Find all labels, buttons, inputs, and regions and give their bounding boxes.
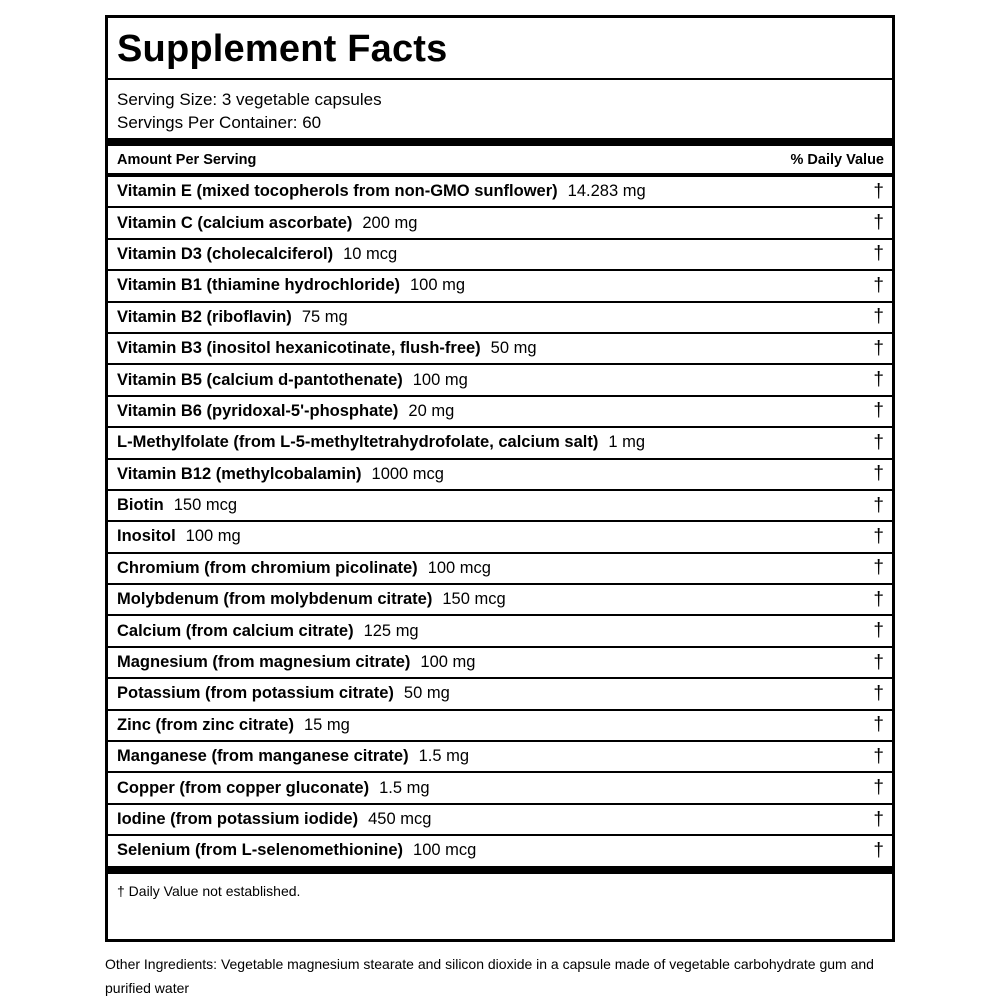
nutrient-amount: 100 mcg	[427, 558, 491, 577]
daily-value-dagger: †	[873, 777, 884, 799]
nutrient-amount: 100 mg	[185, 527, 241, 546]
nutrient-amount: 100 mg	[412, 370, 468, 389]
nutrient-name: Vitamin E (mixed tocopherols from non-GMO sunflower)	[117, 182, 558, 201]
nutrient-label	[117, 684, 450, 703]
nutrient-label	[117, 496, 237, 515]
nutrient-row	[108, 616, 892, 647]
nutrient-row	[108, 742, 892, 773]
nutrient-label	[117, 622, 419, 641]
nutrient-row	[108, 428, 892, 459]
nutrient-amount: 1.5 mg	[418, 747, 470, 766]
daily-value-dagger: †	[873, 651, 884, 673]
daily-value-dagger: †	[873, 180, 884, 202]
nutrient-name: L-Methylfolate (from L-5-methyltetrahydrofolate, calcium salt)	[117, 433, 599, 452]
nutrient-row	[108, 679, 892, 710]
column-header	[108, 146, 892, 173]
daily-value-dagger: †	[873, 463, 884, 485]
nutrient-amount: 100 mg	[410, 276, 466, 295]
daily-value-dagger: †	[873, 588, 884, 610]
nutrient-label	[117, 527, 241, 546]
daily-value-dagger: †	[873, 243, 884, 265]
daily-value-dagger: †	[873, 714, 884, 736]
nutrient-amount: 50 mg	[403, 684, 450, 703]
nutrient-name: Vitamin B2 (riboflavin)	[117, 307, 292, 326]
nutrient-row	[108, 334, 892, 365]
nutrient-row	[108, 208, 892, 239]
nutrient-amount: 75 mg	[301, 307, 348, 326]
nutrient-amount: 1000 mcg	[371, 464, 444, 483]
nutrient-name: Iodine (from potassium iodide)	[117, 810, 359, 828]
nutrient-row	[108, 491, 892, 522]
nutrient-amount: 100 mg	[420, 653, 476, 672]
nutrient-name: Calcium (from calcium citrate)	[117, 621, 354, 640]
nutrient-name: Manganese (from manganese citrate)	[117, 747, 409, 766]
nutrient-name: Molybdenum (from molybdenum citrate)	[117, 590, 433, 609]
panel-title: Supplement Facts	[117, 28, 448, 70]
thick-divider	[108, 138, 892, 146]
nutrient-amount: 450 mcg	[368, 810, 432, 828]
nutrient-label	[117, 276, 465, 295]
nutrient-name: Vitamin B12 (methylcobalamin)	[117, 464, 362, 483]
nutrient-row	[108, 240, 892, 271]
daily-value-dagger: †	[873, 839, 884, 861]
nutrient-row	[108, 522, 892, 553]
nutrient-row	[108, 773, 892, 804]
nutrient-row	[108, 648, 892, 679]
nutrient-row	[108, 585, 892, 616]
nutrient-label	[117, 841, 476, 860]
nutrient-label	[117, 559, 491, 578]
nutrient-amount: 125 mg	[363, 621, 419, 640]
nutrient-name: Vitamin B3 (inositol hexanicotinate, flush-free)	[117, 339, 481, 358]
daily-value-dagger: †	[873, 306, 884, 328]
daily-value-dagger: †	[873, 808, 884, 830]
nutrient-name: Magnesium (from magnesium citrate)	[117, 653, 411, 672]
nutrient-row	[108, 554, 892, 585]
serving-info	[108, 80, 892, 138]
nutrient-label	[117, 371, 468, 390]
nutrient-amount: 15 mg	[303, 715, 350, 734]
nutrient-name: Chromium (from chromium picolinate)	[117, 558, 418, 577]
nutrient-amount: 150 mcg	[442, 590, 506, 609]
daily-value-dagger: †	[873, 274, 884, 296]
nutrient-row	[108, 365, 892, 396]
daily-value-dagger: †	[873, 557, 884, 579]
nutrient-amount: 10 mcg	[343, 244, 398, 263]
daily-value-dagger: †	[873, 745, 884, 767]
nutrient-name: Vitamin B1 (thiamine hydrochloride)	[117, 276, 400, 295]
supplement-facts-panel	[105, 15, 895, 942]
daily-value-dagger: †	[873, 212, 884, 234]
daily-value-dagger: †	[873, 494, 884, 516]
nutrient-label	[117, 747, 469, 766]
servings-per-container: Servings Per Container: 60	[117, 113, 322, 132]
nutrient-label	[117, 590, 506, 609]
nutrient-label	[117, 402, 454, 421]
daily-value-dagger: †	[873, 431, 884, 453]
nutrient-row	[108, 303, 892, 334]
nutrient-label	[117, 465, 444, 484]
daily-value-dagger: †	[873, 337, 884, 359]
nutrient-name: Inositol	[117, 527, 176, 546]
daily-value-dagger: †	[873, 682, 884, 704]
nutrient-name: Zinc (from zinc citrate)	[117, 715, 294, 734]
nutrient-label	[117, 182, 646, 201]
nutrient-amount: 100 mcg	[413, 841, 477, 860]
nutrient-row	[108, 271, 892, 302]
nutrient-row	[108, 836, 892, 867]
nutrient-label	[117, 214, 417, 233]
nutrient-name: Vitamin D3 (cholecalciferol)	[117, 244, 334, 263]
nutrient-row	[108, 711, 892, 742]
nutrient-label	[117, 653, 475, 672]
nutrient-label	[117, 779, 430, 798]
nutrient-row	[108, 397, 892, 428]
nutrient-row	[108, 805, 892, 836]
nutrient-amount: 1.5 mg	[379, 778, 430, 797]
nutrient-name: Biotin	[117, 496, 164, 515]
nutrient-row	[108, 460, 892, 491]
nutrient-name: Vitamin B6 (pyridoxal-5'-phosphate)	[117, 401, 399, 420]
nutrient-label	[117, 245, 397, 264]
footnote: † Daily Value not established.	[117, 882, 301, 899]
nutrient-list	[108, 177, 892, 868]
daily-value-dagger: †	[873, 400, 884, 422]
amount-header: Amount Per Serving	[117, 151, 257, 168]
nutrient-name: Potassium (from potassium citrate)	[117, 684, 394, 703]
daily-value-dagger: †	[873, 620, 884, 642]
nutrient-name: Vitamin B5 (calcium d-pantothenate)	[117, 370, 403, 389]
other-ingredients: Other Ingredients: Vegetable magnesium stearate and silicon dioxide in a capsule made of vegetable carbohydrate gum and purified water	[105, 956, 874, 996]
serving-size: Serving Size: 3 vegetable capsules	[117, 90, 382, 109]
nutrient-amount: 14.283 mg	[567, 182, 646, 201]
daily-value-header: % Daily Value	[790, 151, 884, 168]
nutrient-label	[117, 810, 431, 829]
nutrient-label	[117, 716, 350, 735]
nutrient-label	[117, 433, 645, 452]
nutrient-amount: 20 mg	[408, 401, 455, 420]
nutrient-name: Copper (from copper gluconate)	[117, 778, 370, 797]
nutrient-row	[108, 177, 892, 208]
nutrient-amount: 200 mg	[362, 213, 418, 232]
nutrient-amount: 1 mg	[608, 433, 646, 452]
nutrient-label	[117, 308, 348, 327]
nutrient-amount: 150 mcg	[173, 496, 238, 515]
nutrient-name: Vitamin C (calcium ascorbate)	[117, 213, 353, 232]
daily-value-dagger: †	[873, 525, 884, 547]
nutrient-amount: 50 mg	[490, 339, 537, 358]
nutrient-label	[117, 339, 537, 358]
daily-value-dagger: †	[873, 369, 884, 391]
nutrient-name: Selenium (from L-selenomethionine)	[117, 841, 404, 860]
